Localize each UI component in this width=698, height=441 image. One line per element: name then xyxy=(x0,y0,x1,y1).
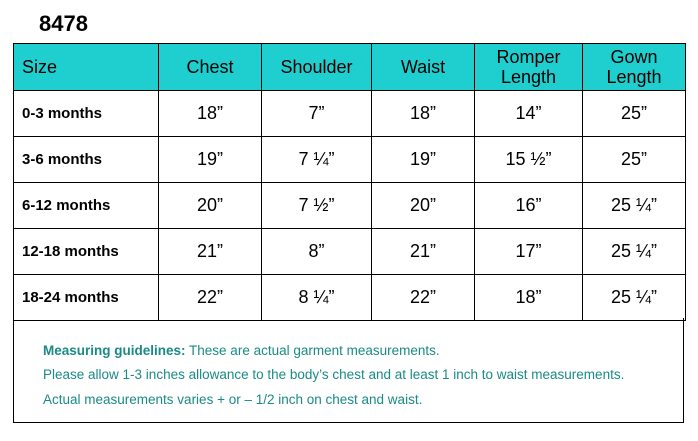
romper-length-cell: 15 ½” xyxy=(475,137,583,183)
waist-cell: 21” xyxy=(372,229,475,275)
size-cell: 18-24 months xyxy=(14,275,159,321)
header-chest: Chest xyxy=(159,44,262,91)
waist-cell: 20” xyxy=(372,183,475,229)
header-shoulder: Shoulder xyxy=(262,44,372,91)
header-romper-line-2: Length xyxy=(500,67,557,87)
note-guidelines-label: Measuring guidelines: xyxy=(43,343,186,358)
chest-cell: 18” xyxy=(159,91,262,137)
shoulder-cell: 7 ½” xyxy=(262,183,372,229)
header-romper-line-1: Romper xyxy=(496,47,561,67)
table-row xyxy=(14,275,686,321)
header-gown-line-1: Gown xyxy=(610,47,658,67)
header-waist: Waist xyxy=(372,44,475,91)
shoulder-cell: 7” xyxy=(262,91,372,137)
chest-cell: 19” xyxy=(159,137,262,183)
note-guidelines-text: These are actual garment measurements. xyxy=(185,343,440,358)
note-guidelines xyxy=(43,342,440,360)
romper-length-cell: 16” xyxy=(475,183,583,229)
shoulder-cell: 7 ¼” xyxy=(262,137,372,183)
header-gown-line-2: Length xyxy=(606,67,662,87)
chest-cell: 22” xyxy=(159,275,262,321)
gown-length-cell: 25 ¼” xyxy=(583,229,686,275)
romper-length-cell: 17” xyxy=(475,229,583,275)
size-cell: 12-18 months xyxy=(14,229,159,275)
table-row xyxy=(14,183,686,229)
waist-cell: 18” xyxy=(372,91,475,137)
waist-cell: 19” xyxy=(372,137,475,183)
chest-cell: 21” xyxy=(159,229,262,275)
gown-length-cell: 25” xyxy=(583,91,686,137)
header-romper-length xyxy=(475,44,583,91)
table-header-row xyxy=(14,44,686,91)
romper-length-cell: 14” xyxy=(475,91,583,137)
gown-length-cell: 25” xyxy=(583,137,686,183)
gown-length-cell: 25 ¼” xyxy=(583,275,686,321)
note-allowance: Please allow 1-3 inches allowance to the body’s chest and at least 1 inch to waist measurements. xyxy=(43,367,625,382)
table-row xyxy=(14,137,686,183)
size-cell: 0-3 months xyxy=(14,91,159,137)
header-gown-length xyxy=(583,44,686,91)
size-chart-table xyxy=(13,43,686,321)
measuring-notes-box xyxy=(13,318,684,423)
chest-cell: 20” xyxy=(159,183,262,229)
table-row xyxy=(14,91,686,137)
note-variance: Actual measurements varies + or – 1/2 inch on chest and waist. xyxy=(43,392,423,407)
header-size: Size xyxy=(14,44,159,91)
page-title: 8478 xyxy=(39,11,88,36)
gown-length-cell: 25 ¼” xyxy=(583,183,686,229)
size-cell: 3-6 months xyxy=(14,137,159,183)
shoulder-cell: 8 ¼” xyxy=(262,275,372,321)
table-row xyxy=(14,229,686,275)
shoulder-cell: 8” xyxy=(262,229,372,275)
size-cell: 6-12 months xyxy=(14,183,159,229)
waist-cell: 22” xyxy=(372,275,475,321)
romper-length-cell: 18” xyxy=(475,275,583,321)
